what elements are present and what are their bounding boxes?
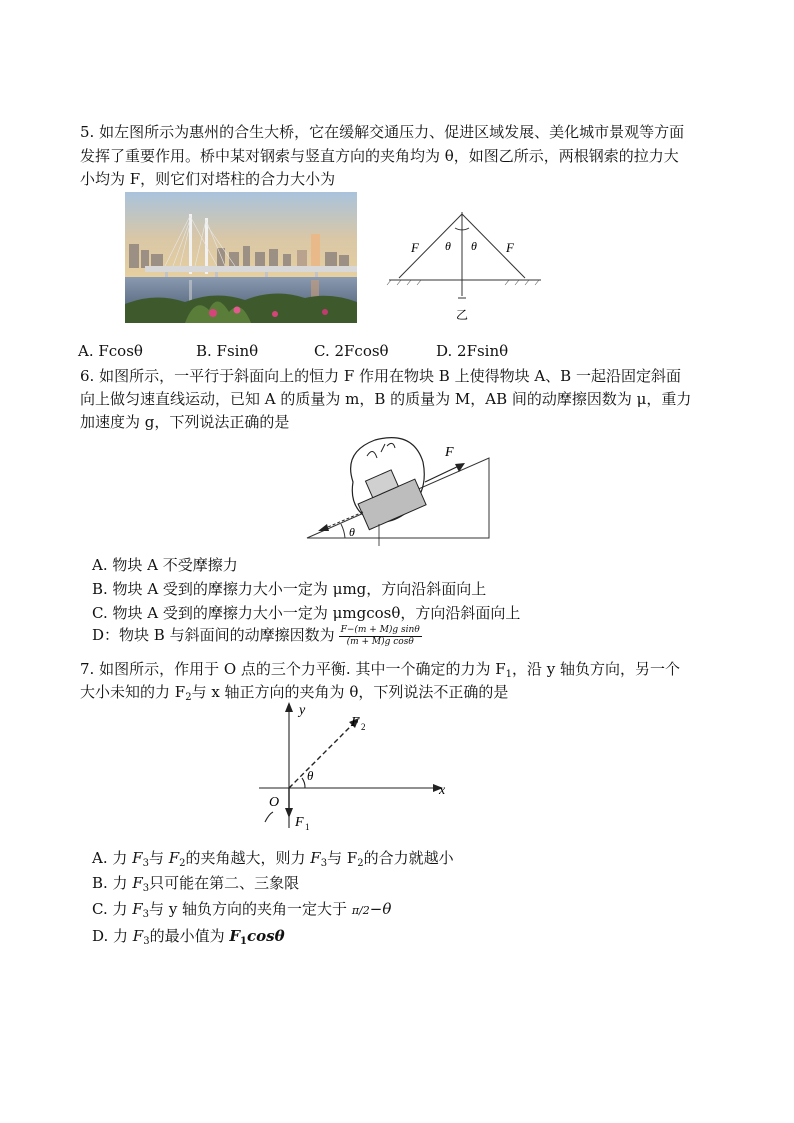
q5-text-line-3: 小均为 F，则它们对塔柱的合力大小为 xyxy=(80,170,336,188)
q6-fraction-numerator: F−(m + M)g sinθ xyxy=(340,624,420,635)
q6-incline-diagram xyxy=(303,432,493,548)
q6-fig-label-force: F xyxy=(445,445,454,460)
q6-text-line-2: 向上做匀速直线运动，已知 A 的质量为 m，B 的质量为 M，AB 间的动摩擦因数为 μ，重力 xyxy=(80,390,692,408)
q5-fig-label-f-right: F xyxy=(506,240,514,255)
q6-option-b[interactable]: B. 物块 A 受到的摩擦力大小一定为 μmg，方向沿斜面向上 xyxy=(92,580,487,598)
q7-line-1-part-b: ，沿 y 轴负方向，另一个 xyxy=(512,660,681,678)
q5-tower-diagram xyxy=(385,208,547,323)
q7-option-b[interactable]: B. 力 $F_3$只可能在第二、三象限 xyxy=(92,874,300,894)
q6-fig-label-theta: θ xyxy=(349,525,355,539)
q7-fig-label-o: O xyxy=(269,795,280,810)
q7-option-c[interactable]: C. 力 $F_3$与 y 轴负方向的夹角一定大于 π/2−θ xyxy=(92,900,392,920)
q7-fig-label-f2: F xyxy=(351,715,360,730)
q7-option-d[interactable]: D. 力 $F_3$的最小值为 $F_1\cos\theta$ xyxy=(92,927,285,947)
q5-option-b[interactable]: B. Fsinθ xyxy=(196,342,259,360)
q7-line-1-sub: 1 xyxy=(505,669,513,680)
q7-fig-label-y: y xyxy=(299,703,306,718)
q7-axes-diagram xyxy=(255,700,455,835)
q6-option-d[interactable] xyxy=(92,624,422,648)
q7-fig-label-f2-sub: 2 xyxy=(361,722,366,732)
q5-options xyxy=(78,340,508,362)
q6-option-d-text: D：物块 B 与斜面间的动摩擦因数为 xyxy=(92,626,335,644)
bridge-photo xyxy=(125,192,357,323)
q5-text-line-2: 发挥了重要作用。桥中某对钢索与竖直方向的夹角均为 θ，如图乙所示，两根钢索的拉力大 xyxy=(80,147,679,165)
q7-line-2-part-b: 与 x 轴正方向的夹角为 θ，下列说法不正确的是 xyxy=(191,683,509,701)
q7-line-2-part-a: 大小未知的力 F xyxy=(80,683,186,701)
q7-fig-label-x: x xyxy=(439,783,446,798)
q5-option-c[interactable]: C. 2Fcosθ xyxy=(314,342,389,360)
q6-option-d-fraction xyxy=(339,625,422,648)
q6-text-line-1: 6. 如图所示，一平行于斜面向上的恒力 F 作用在物块 B 上使得物块 A、B 一起沿固定斜面 xyxy=(80,367,681,385)
q5-text-line-1: 5. 如左图所示为惠州的合生大桥，它在缓解交通压力、促进区域发展、美化城市景观等方面 xyxy=(80,123,685,141)
q5-fig-label-f-left: F xyxy=(411,240,419,255)
q5-option-d[interactable]: D. 2Fsinθ xyxy=(436,342,509,360)
q5-option-a[interactable]: A. Fcosθ xyxy=(78,342,143,360)
q7-fig-label-f1-sub: 1 xyxy=(305,822,310,832)
q6-text-line-3: 加速度为 g，下列说法正确的是 xyxy=(80,413,290,431)
q5-fig-caption: 乙 xyxy=(456,308,469,322)
q7-line-2-sub: 2 xyxy=(185,692,192,703)
q6-option-a[interactable]: A. 物块 A 不受摩擦力 xyxy=(92,556,238,574)
q7-option-a[interactable]: A. 力 $F_3$与 $F_2$的夹角越大，则力 $F_3$与 $F_2$的合力就越小 xyxy=(92,849,454,869)
q7-line-1-part-a: 7. 如图所示，作用于 O 点的三个力平衡. 其中一个确定的力为 F xyxy=(80,660,506,678)
q5-fig-label-theta-left: θ xyxy=(445,239,451,253)
q5-fig-label-theta-right: θ xyxy=(471,239,477,253)
q6-option-c[interactable]: C. 物块 A 受到的摩擦力大小一定为 μmgcosθ，方向沿斜面向上 xyxy=(92,604,521,622)
q7-fig-label-f1: F xyxy=(295,815,304,830)
q7-fig-label-theta: θ xyxy=(307,768,314,783)
q6-fraction-denominator: (m + M)g cosθ xyxy=(346,636,414,647)
